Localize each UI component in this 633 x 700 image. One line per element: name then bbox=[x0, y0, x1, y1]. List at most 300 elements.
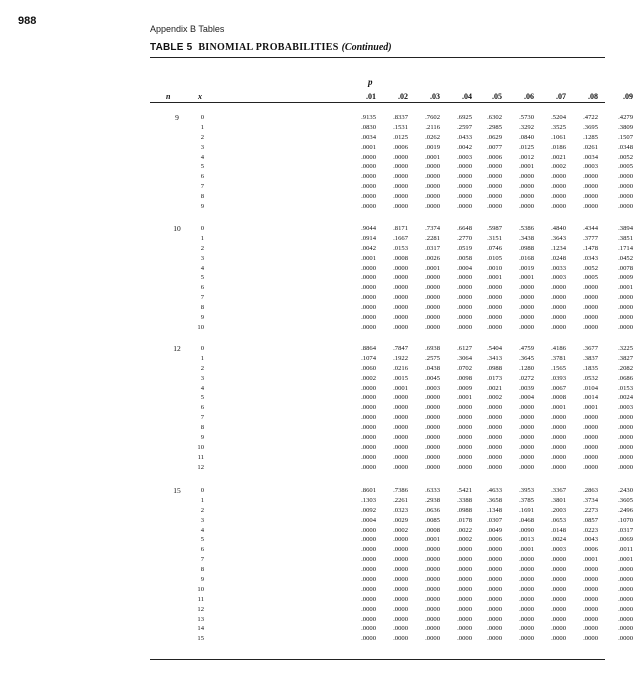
probability-cell: .0000 bbox=[425, 163, 440, 171]
probability-cell: .0000 bbox=[618, 193, 633, 201]
probability-cell: .0000 bbox=[393, 404, 408, 412]
table-row bbox=[150, 575, 633, 585]
probability-cell: .2430 bbox=[618, 487, 633, 494]
probability-cell: .3953 bbox=[519, 487, 534, 494]
probability-cell: .0043 bbox=[583, 536, 598, 544]
probability-cell: .0014 bbox=[583, 394, 598, 402]
probability-cell: .0022 bbox=[457, 526, 472, 534]
probability-cell: .0000 bbox=[519, 304, 534, 312]
x-value: 9 bbox=[200, 203, 204, 211]
probability-cell: .0000 bbox=[519, 314, 534, 322]
probability-cell: .0002 bbox=[393, 526, 408, 534]
probability-cell: .4279 bbox=[618, 114, 633, 121]
table-row bbox=[150, 423, 633, 433]
probability-cell: .0000 bbox=[457, 443, 472, 451]
probability-cell: .0000 bbox=[425, 585, 440, 593]
table-bottom-rule bbox=[150, 659, 605, 660]
probability-cell: .3809 bbox=[618, 123, 633, 131]
x-value: 2 bbox=[200, 506, 204, 514]
probability-cell: .0000 bbox=[457, 163, 472, 171]
probability-cell: .0006 bbox=[487, 153, 502, 161]
probability-cell: .0000 bbox=[425, 203, 440, 211]
probability-cell: .0001 bbox=[393, 384, 408, 392]
probability-cell: .0000 bbox=[393, 264, 408, 272]
probability-cell: .0000 bbox=[551, 414, 566, 422]
probability-cell: .0000 bbox=[393, 536, 408, 544]
probability-cell: .0000 bbox=[618, 424, 633, 432]
probability-cell: .6333 bbox=[425, 487, 440, 494]
probability-cell: .3827 bbox=[618, 354, 633, 362]
probability-cell: .3658 bbox=[487, 496, 502, 504]
table-row bbox=[150, 374, 633, 384]
probability-cell: .0000 bbox=[361, 274, 376, 282]
probability-cell: .0000 bbox=[551, 434, 566, 442]
probability-cell: .0000 bbox=[519, 404, 534, 412]
table-row bbox=[150, 364, 633, 374]
probability-cell: .0000 bbox=[583, 595, 598, 603]
probability-cell: .0000 bbox=[583, 424, 598, 432]
probability-cell: .0003 bbox=[618, 404, 633, 412]
probability-cell: .3734 bbox=[583, 496, 598, 504]
probability-cell: .8171 bbox=[393, 225, 408, 232]
probability-cell: .0000 bbox=[618, 314, 633, 322]
p-column-header: .07 bbox=[556, 92, 566, 101]
probability-cell: .1835 bbox=[583, 364, 598, 372]
probability-cell: .0000 bbox=[393, 556, 408, 564]
probability-cell: .0060 bbox=[361, 364, 376, 372]
probability-cell: .0173 bbox=[487, 374, 502, 382]
probability-cell: .0348 bbox=[618, 143, 633, 151]
probability-cell: .0000 bbox=[393, 443, 408, 451]
probability-cell: .0000 bbox=[361, 183, 376, 191]
probability-cell: .0000 bbox=[457, 434, 472, 442]
probability-cell: .0000 bbox=[457, 585, 472, 593]
probability-cell: .1691 bbox=[519, 506, 534, 514]
probability-cell: .0000 bbox=[393, 605, 408, 613]
probability-cell: .0000 bbox=[583, 635, 598, 643]
table-row bbox=[150, 565, 633, 575]
probability-cell: .0000 bbox=[457, 595, 472, 603]
probability-cell: .0000 bbox=[583, 294, 598, 302]
probability-cell: .0000 bbox=[393, 463, 408, 471]
table-row bbox=[150, 273, 633, 283]
n-block bbox=[150, 113, 633, 212]
probability-cell: .0000 bbox=[487, 605, 502, 613]
probability-cell: .0000 bbox=[361, 443, 376, 451]
probability-cell: .5204 bbox=[551, 114, 566, 121]
n-value: 15 bbox=[173, 486, 181, 495]
probability-cell: .3292 bbox=[519, 123, 534, 131]
probability-cell: .0077 bbox=[487, 143, 502, 151]
probability-cell: .0000 bbox=[393, 304, 408, 312]
x-value: 6 bbox=[200, 404, 204, 412]
probability-cell: .0216 bbox=[393, 364, 408, 372]
x-value: 7 bbox=[200, 294, 204, 302]
probability-cell: .0000 bbox=[487, 463, 502, 471]
probability-cell: .0000 bbox=[583, 625, 598, 633]
probability-cell: .0000 bbox=[551, 576, 566, 584]
probability-cell: .0000 bbox=[361, 526, 376, 534]
probability-cell: .0000 bbox=[618, 615, 633, 623]
probability-cell: .0000 bbox=[361, 546, 376, 554]
table-row bbox=[150, 433, 633, 443]
probability-cell: .0000 bbox=[551, 463, 566, 471]
probability-cell: .0000 bbox=[519, 284, 534, 292]
probability-cell: .0003 bbox=[425, 384, 440, 392]
probability-cell: .0000 bbox=[425, 595, 440, 603]
probability-cell: .0003 bbox=[551, 546, 566, 554]
probability-cell: .5404 bbox=[487, 345, 502, 352]
probability-cell: .0000 bbox=[425, 443, 440, 451]
probability-cell: .0000 bbox=[425, 314, 440, 322]
probability-cell: .3677 bbox=[583, 345, 598, 352]
probability-cell: .0000 bbox=[457, 424, 472, 432]
table-row bbox=[150, 555, 633, 565]
probability-cell: .1531 bbox=[393, 123, 408, 131]
table-row bbox=[150, 264, 633, 274]
probability-cell: .0021 bbox=[551, 153, 566, 161]
probability-cell: .0000 bbox=[425, 566, 440, 574]
probability-cell: .0000 bbox=[487, 595, 502, 603]
probability-cell: .0000 bbox=[457, 615, 472, 623]
probability-cell: .0019 bbox=[519, 264, 534, 272]
probability-cell: .5730 bbox=[519, 114, 534, 121]
probability-cell: .3837 bbox=[583, 354, 598, 362]
probability-cell: .0000 bbox=[457, 625, 472, 633]
x-value: 8 bbox=[200, 424, 204, 432]
probability-cell: .0307 bbox=[487, 516, 502, 524]
probability-cell: .0009 bbox=[457, 384, 472, 392]
probability-cell: .0000 bbox=[393, 635, 408, 643]
probability-cell: .0000 bbox=[618, 173, 633, 181]
probability-cell: .7374 bbox=[425, 225, 440, 232]
probability-cell: .0000 bbox=[551, 193, 566, 201]
n-header: n bbox=[166, 92, 171, 101]
probability-cell: .0000 bbox=[618, 203, 633, 211]
probability-cell: .3851 bbox=[618, 234, 633, 242]
probability-cell: .0000 bbox=[583, 585, 598, 593]
probability-cell: .0000 bbox=[457, 323, 472, 331]
probability-cell: .0000 bbox=[361, 384, 376, 392]
probability-cell: .0000 bbox=[618, 576, 633, 584]
probability-cell: .3525 bbox=[551, 123, 566, 131]
probability-cell: .0002 bbox=[457, 536, 472, 544]
probability-cell: .0153 bbox=[618, 384, 633, 392]
table-row bbox=[150, 453, 633, 463]
probability-cell: .0002 bbox=[487, 394, 502, 402]
probability-cell: .0000 bbox=[457, 566, 472, 574]
probability-cell: .0000 bbox=[519, 566, 534, 574]
probability-cell: .4186 bbox=[551, 345, 566, 352]
x-value: 11 bbox=[197, 595, 204, 603]
probability-cell: .0000 bbox=[487, 404, 502, 412]
probability-cell: .0000 bbox=[551, 314, 566, 322]
probability-cell: .0000 bbox=[393, 424, 408, 432]
probability-cell: .3064 bbox=[457, 354, 472, 362]
probability-cell: .0000 bbox=[361, 576, 376, 584]
probability-cell: .0452 bbox=[618, 254, 633, 262]
x-header: x bbox=[198, 92, 202, 101]
probability-cell: .0000 bbox=[551, 615, 566, 623]
table-continued: (Continued) bbox=[341, 42, 392, 53]
probability-cell: .0000 bbox=[457, 193, 472, 201]
probability-cell: .0000 bbox=[361, 173, 376, 181]
probability-cell: .0988 bbox=[487, 364, 502, 372]
probability-cell: .0042 bbox=[457, 143, 472, 151]
probability-cell: .6127 bbox=[457, 345, 472, 352]
table-row bbox=[150, 143, 633, 153]
probability-cell: .0000 bbox=[393, 414, 408, 422]
table-row bbox=[150, 182, 633, 192]
probability-cell: .0178 bbox=[457, 516, 472, 524]
probability-cell: .3695 bbox=[583, 123, 598, 131]
x-value: 10 bbox=[197, 323, 204, 331]
probability-cell: .0000 bbox=[361, 264, 376, 272]
n-value: 9 bbox=[175, 113, 179, 122]
probability-cell: .0000 bbox=[425, 274, 440, 282]
p-column-header: .01 bbox=[366, 92, 376, 101]
probability-cell: .7386 bbox=[393, 487, 408, 494]
probability-cell: .0001 bbox=[551, 404, 566, 412]
x-value: 5 bbox=[200, 274, 204, 282]
probability-cell: .0468 bbox=[519, 516, 534, 524]
probability-cell: .3801 bbox=[551, 496, 566, 504]
probability-cell: .0000 bbox=[361, 585, 376, 593]
probability-cell: .0000 bbox=[487, 163, 502, 171]
probability-cell: .0343 bbox=[583, 254, 598, 262]
probability-cell: .0001 bbox=[519, 546, 534, 554]
probability-cell: .0000 bbox=[487, 546, 502, 554]
table-row bbox=[150, 283, 633, 293]
probability-cell: .0003 bbox=[551, 274, 566, 282]
probability-cell: .0000 bbox=[393, 153, 408, 161]
table-row bbox=[150, 293, 633, 303]
probability-cell: .0000 bbox=[393, 183, 408, 191]
probability-cell: .0049 bbox=[487, 526, 502, 534]
probability-cell: .4840 bbox=[551, 225, 566, 232]
x-value: 9 bbox=[200, 434, 204, 442]
table-row bbox=[150, 443, 633, 453]
probability-cell: .0001 bbox=[583, 404, 598, 412]
probability-cell: .0186 bbox=[551, 143, 566, 151]
probability-cell: .0000 bbox=[425, 635, 440, 643]
probability-cell: .0000 bbox=[583, 463, 598, 471]
probability-cell: .0000 bbox=[551, 203, 566, 211]
probability-cell: .0000 bbox=[457, 284, 472, 292]
probability-cell: .0000 bbox=[361, 605, 376, 613]
probability-cell: .0000 bbox=[425, 453, 440, 461]
table-row bbox=[150, 463, 633, 473]
probability-cell: .0000 bbox=[519, 323, 534, 331]
probability-cell: .0000 bbox=[487, 294, 502, 302]
probability-cell: .0000 bbox=[425, 404, 440, 412]
probability-cell: .0008 bbox=[393, 254, 408, 262]
p-column-header: .06 bbox=[524, 92, 534, 101]
probability-cell: .0000 bbox=[361, 463, 376, 471]
probability-cell: .0000 bbox=[487, 193, 502, 201]
probability-cell: .0000 bbox=[393, 453, 408, 461]
header-rule bbox=[150, 102, 605, 103]
probability-cell: .0000 bbox=[457, 304, 472, 312]
probability-cell: .0001 bbox=[425, 153, 440, 161]
probability-cell: .0914 bbox=[361, 234, 376, 242]
probability-cell: .0000 bbox=[457, 404, 472, 412]
probability-cell: .0653 bbox=[551, 516, 566, 524]
probability-cell: .0000 bbox=[361, 625, 376, 633]
probability-cell: .0000 bbox=[425, 556, 440, 564]
probability-cell: .0000 bbox=[425, 615, 440, 623]
probability-cell: .0004 bbox=[519, 394, 534, 402]
probability-cell: .0000 bbox=[457, 453, 472, 461]
probability-cell: .0000 bbox=[519, 615, 534, 623]
table-row bbox=[150, 224, 633, 234]
probability-cell: .0000 bbox=[551, 284, 566, 292]
probability-cell: .0000 bbox=[583, 453, 598, 461]
probability-cell: .3777 bbox=[583, 234, 598, 242]
probability-cell: .0015 bbox=[393, 374, 408, 382]
probability-cell: .0000 bbox=[487, 284, 502, 292]
probability-cell: .0058 bbox=[457, 254, 472, 262]
table-title bbox=[150, 42, 392, 53]
x-value: 6 bbox=[200, 173, 204, 181]
probability-cell: .0000 bbox=[618, 595, 633, 603]
p-label: p bbox=[368, 77, 373, 87]
probability-cell: .0000 bbox=[519, 453, 534, 461]
probability-cell: .0003 bbox=[583, 163, 598, 171]
probability-cell: .0988 bbox=[519, 244, 534, 252]
probability-cell: .0393 bbox=[551, 374, 566, 382]
probability-cell: .9044 bbox=[361, 225, 376, 232]
probability-cell: .0000 bbox=[487, 556, 502, 564]
table-row bbox=[150, 303, 633, 313]
table-row bbox=[150, 133, 633, 143]
table-row bbox=[150, 615, 633, 625]
probability-cell: .0000 bbox=[425, 463, 440, 471]
probability-cell: .0000 bbox=[583, 443, 598, 451]
probability-cell: .0000 bbox=[583, 193, 598, 201]
probability-cell: .5386 bbox=[519, 225, 534, 232]
probability-cell: .1303 bbox=[361, 496, 376, 504]
probability-cell: .0000 bbox=[361, 536, 376, 544]
probability-cell: .0000 bbox=[393, 595, 408, 603]
table-row bbox=[150, 605, 633, 615]
x-value: 4 bbox=[200, 153, 204, 161]
x-value: 11 bbox=[197, 453, 204, 461]
probability-cell: .0000 bbox=[519, 424, 534, 432]
table-number: TABLE 5 bbox=[150, 42, 193, 53]
probability-cell: .0000 bbox=[425, 434, 440, 442]
probability-cell: .0001 bbox=[519, 163, 534, 171]
probability-cell: .0000 bbox=[425, 304, 440, 312]
probability-cell: .2938 bbox=[425, 496, 440, 504]
probability-cell: .0000 bbox=[361, 163, 376, 171]
probability-cell: .0317 bbox=[425, 244, 440, 252]
probability-cell: .0000 bbox=[361, 424, 376, 432]
probability-cell: .0000 bbox=[551, 323, 566, 331]
probability-cell: .0261 bbox=[583, 143, 598, 151]
probability-cell: .0000 bbox=[487, 173, 502, 181]
probability-cell: .0105 bbox=[487, 254, 502, 262]
probability-cell: .0000 bbox=[583, 605, 598, 613]
probability-cell: .0000 bbox=[361, 615, 376, 623]
probability-cell: .0262 bbox=[425, 133, 440, 141]
probability-cell: .0000 bbox=[425, 625, 440, 633]
probability-cell: .0857 bbox=[583, 516, 598, 524]
probability-cell: .1348 bbox=[487, 506, 502, 514]
probability-cell: .0000 bbox=[551, 585, 566, 593]
probability-cell: .0078 bbox=[618, 264, 633, 272]
x-value: 7 bbox=[200, 556, 204, 564]
x-value: 13 bbox=[197, 615, 204, 623]
table-row bbox=[150, 254, 633, 264]
probability-cell: .0272 bbox=[519, 374, 534, 382]
page-number: 988 bbox=[18, 15, 37, 27]
probability-cell: .0013 bbox=[519, 536, 534, 544]
probability-cell: .0000 bbox=[618, 625, 633, 633]
probability-cell: .0000 bbox=[487, 203, 502, 211]
probability-cell: .0000 bbox=[551, 294, 566, 302]
probability-cell: .1070 bbox=[618, 516, 633, 524]
probability-cell: .0000 bbox=[551, 173, 566, 181]
probability-cell: .0000 bbox=[425, 414, 440, 422]
probability-cell: .0000 bbox=[618, 463, 633, 471]
probability-cell: .2575 bbox=[425, 354, 440, 362]
probability-cell: .1285 bbox=[583, 133, 598, 141]
table-row bbox=[150, 403, 633, 413]
probability-cell: .0000 bbox=[618, 453, 633, 461]
probability-cell: .0317 bbox=[618, 526, 633, 534]
probability-cell: .0000 bbox=[519, 443, 534, 451]
probability-cell: .0000 bbox=[457, 605, 472, 613]
probability-cell: .0000 bbox=[457, 635, 472, 643]
probability-cell: .5987 bbox=[487, 225, 502, 232]
probability-cell: .0000 bbox=[618, 605, 633, 613]
p-column-header: .02 bbox=[398, 92, 408, 101]
probability-cell: .4722 bbox=[583, 114, 598, 121]
probability-cell: .0000 bbox=[618, 304, 633, 312]
probability-cell: .5421 bbox=[457, 487, 472, 494]
probability-cell: .0433 bbox=[457, 133, 472, 141]
probability-cell: .0125 bbox=[519, 143, 534, 151]
probability-cell: .0001 bbox=[425, 264, 440, 272]
probability-cell: .1507 bbox=[618, 133, 633, 141]
probability-cell: .0000 bbox=[519, 463, 534, 471]
x-value: 2 bbox=[200, 244, 204, 252]
probability-cell: .0000 bbox=[487, 635, 502, 643]
probability-cell: .0000 bbox=[618, 414, 633, 422]
probability-cell: .4759 bbox=[519, 345, 534, 352]
x-value: 9 bbox=[200, 576, 204, 584]
probability-cell: .0153 bbox=[393, 244, 408, 252]
probability-cell: .0001 bbox=[457, 394, 472, 402]
table-row bbox=[150, 244, 633, 254]
probability-cell: .0000 bbox=[487, 424, 502, 432]
probability-cell: .0000 bbox=[361, 414, 376, 422]
probability-cell: .0000 bbox=[457, 576, 472, 584]
probability-cell: .0000 bbox=[519, 183, 534, 191]
probability-cell: .0000 bbox=[425, 605, 440, 613]
probability-cell: .0000 bbox=[425, 284, 440, 292]
probability-cell: .0001 bbox=[618, 284, 633, 292]
probability-cell: .0000 bbox=[393, 163, 408, 171]
table-row bbox=[150, 162, 633, 172]
table-row bbox=[150, 113, 633, 123]
probability-cell: .3438 bbox=[519, 234, 534, 242]
probability-cell: .0000 bbox=[393, 323, 408, 331]
probability-cell: .1061 bbox=[551, 133, 566, 141]
x-value: 5 bbox=[200, 163, 204, 171]
x-value: 5 bbox=[200, 536, 204, 544]
